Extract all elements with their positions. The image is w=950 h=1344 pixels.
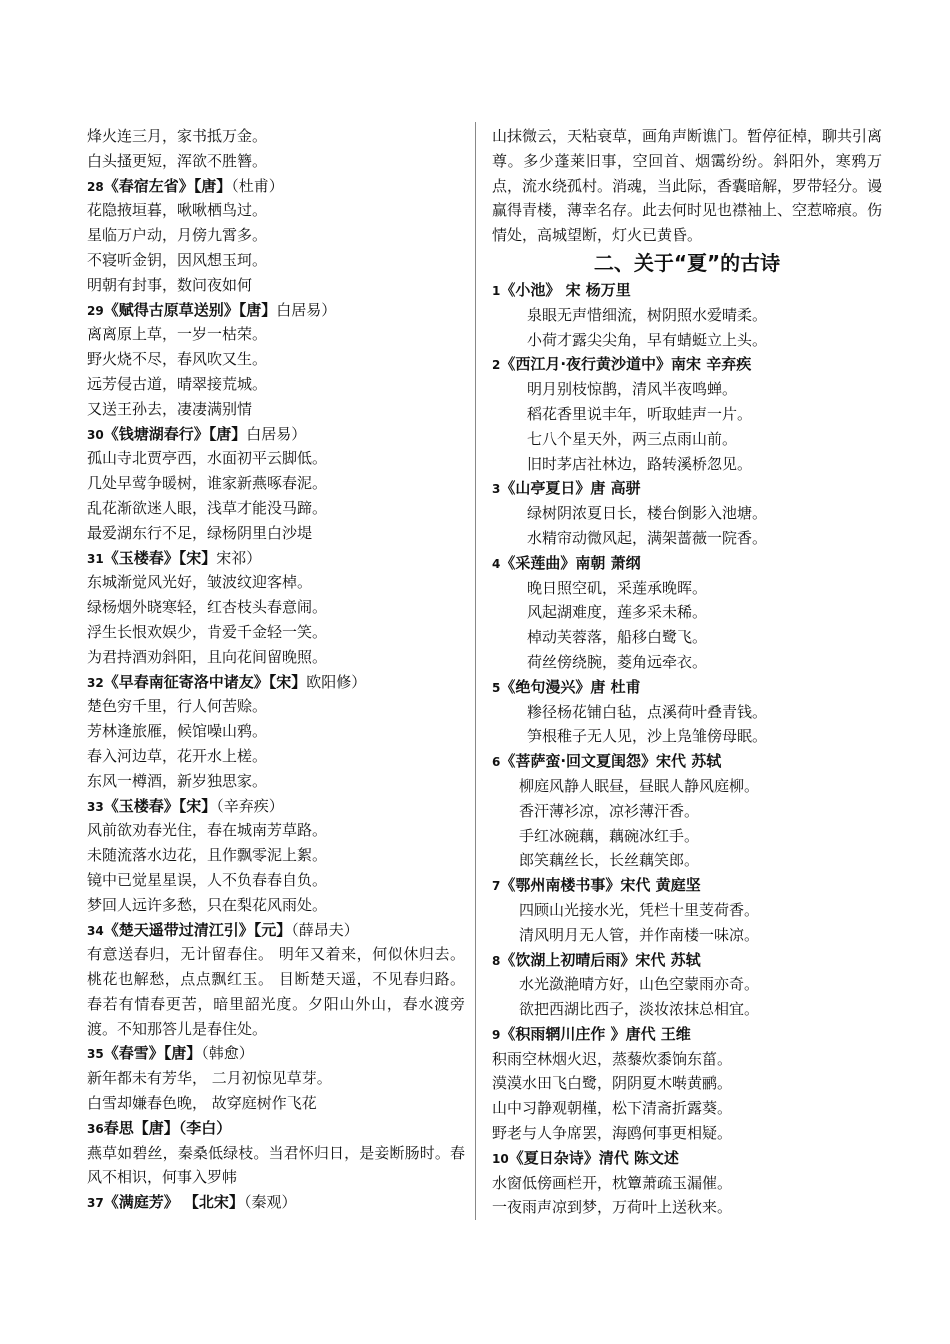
poem-line: 东风一樽酒，新岁独思家。 (87, 771, 268, 790)
poem-heading (492, 1146, 882, 1171)
poem-title: 《满庭芳》 【北宋】 (103, 1193, 244, 1212)
poem-heading (87, 1116, 465, 1141)
poem-line: 笋根稚子无人见，沙上凫雏傍母眠。 (527, 727, 768, 746)
poem-line: 清风明月无人管，并作南楼一味凉。 (519, 925, 760, 944)
poem-heading (492, 352, 882, 377)
poem-line: 糁径杨花铺白毡，点溪荷叶叠青钱。 (527, 702, 768, 721)
poem-line: 野火烧不尽，春风吹又生。 (87, 350, 268, 369)
poem-line: 孤山寺北贾亭西，水面初平云脚低。 (87, 449, 328, 468)
poem-line: 楚色穷千里，行人何苦赊。 (87, 697, 268, 716)
poem-title: 《采莲曲》南朝 萧纲 (500, 553, 641, 572)
poem-number: 37 (87, 1196, 104, 1211)
poem-number: 28 (87, 179, 104, 194)
poem-line: 七八个星天外，两三点雨山前。 (527, 429, 738, 448)
poem-line: 欲把西湖比西子，淡妆浓抹总相宜。 (519, 1000, 760, 1019)
poem-line: 镜中已觉星星误，人不负春春自负。 (87, 870, 328, 889)
right-column (492, 124, 882, 1220)
poem-heading (87, 918, 465, 943)
poem-title: 《积雨辋川庄作 》唐代 王维 (500, 1024, 691, 1043)
poem-line: 棹动芙蓉落，船移白鹭飞。 (527, 628, 708, 647)
poem-heading (87, 670, 465, 695)
poem-number: 8 (492, 953, 501, 968)
poem-heading (87, 546, 465, 571)
poem-line: 乱花渐欲迷人眼，浅草才能没马蹄。 (87, 498, 328, 517)
poem-heading (492, 1022, 882, 1047)
poem-heading (492, 476, 882, 501)
poem-title: 《楚天遥带过清江引》【元】 (103, 920, 292, 939)
poem-line: 梦回人远许多愁，只在梨花风雨处。 (87, 895, 328, 914)
poem-title: 《玉楼春》【宋】 (103, 548, 217, 567)
poem-heading (492, 749, 882, 774)
poem-line: 绿杨烟外晓寒轻，红杏枝头春意闹。 (87, 598, 328, 617)
poem-author: 欧阳修） (306, 672, 367, 691)
poem-number: 2 (492, 358, 501, 373)
poem-line: 芳林逢旅雁，候馆噪山鸦。 (87, 722, 268, 741)
poem-number: 4 (492, 556, 501, 571)
poem-line: 绿树阴浓夏日长，楼台倒影入池塘。 (527, 504, 768, 523)
poem-heading (87, 794, 465, 819)
poem-line: 离离原上草，一岁一枯荣。 (87, 325, 268, 344)
poem-author: （秦观） (243, 1193, 297, 1212)
left-column (87, 124, 465, 1215)
poem-line: 水光潋滟晴方好，山色空蒙雨亦奇。 (519, 975, 760, 994)
poem-number: 1 (492, 283, 501, 298)
poem-line: 晚日照空矶，采莲承晚晖。 (527, 578, 708, 597)
poem-line: 野老与人争席罢，海鸥何事更相疑。 (492, 1124, 733, 1143)
poem-title: 《山亭夏日》唐 高骈 (500, 479, 641, 498)
poem-heading (492, 675, 882, 700)
poem-line: 几处早莺争暖树，谁家新燕啄春泥。 (87, 474, 328, 493)
poem-line: 星临万户动，月傍九霄多。 (87, 226, 268, 245)
poem-line: 香汗薄衫凉，凉衫薄汗香。 (519, 801, 700, 820)
poem-line: 又送王孙去，凄凄满别情 (87, 399, 253, 418)
poem-line: 浮生长恨欢娱少，肯爱千金轻一笑。 (87, 622, 328, 641)
poem-heading (492, 948, 882, 973)
poem-line: 旧时茅店社林边，路转溪桥忽见。 (527, 454, 753, 473)
poem-title: 《赋得古原草送别》【唐】 (103, 300, 277, 319)
poem-title: 《菩萨蛮·回文夏闺怨》宋代 苏轼 (500, 752, 722, 771)
poem-line: 稻花香里说丰年，听取蛙声一片。 (527, 404, 753, 423)
poem-heading (87, 422, 465, 447)
section-heading: 二、关于“夏”的古诗 (593, 250, 781, 275)
poem-line: 不寝听金钥，因风想玉珂。 (87, 250, 268, 269)
poem-number: 10 (492, 1151, 509, 1166)
poem-line: 春入河边草，花开水上槎。 (87, 746, 268, 765)
poem-author: 白居易） (276, 300, 337, 319)
poem-number: 7 (492, 879, 501, 894)
poem-number: 5 (492, 680, 501, 695)
poem-line: 有意送春归，无计留春住。 明年又着来，何似休归去。 桃花也解愁，点点飘红玉。 目断楚天遥，不见春归路。春若有情春更苦，暗里韶光度。夕阳山外山，春水渡旁渡。不知那答儿是春住处。 (87, 945, 465, 1038)
poem-title: 《西江月·夜行黄沙道中》南宋 辛弃疾 (500, 355, 752, 374)
poem-number: 30 (87, 427, 104, 442)
poem-line: 燕草如碧丝，秦桑低绿枝。当君怀归日，是妾断肠时。春风不相识，何事入罗帏 (87, 1143, 465, 1187)
poem-author: （韩愈） (201, 1044, 254, 1063)
poem-title: 《早春南征寄洛中诸友》【宋】 (103, 672, 307, 691)
poem-title: 《绝句漫兴》唐 杜甫 (500, 677, 641, 696)
poem-heading (492, 551, 882, 576)
poem-number: 33 (87, 799, 104, 814)
poem-line: 未随流落水边花，且作飘零泥上絮。 (87, 846, 328, 865)
poem-line: 手红冰碗藕，藕碗冰红手。 (519, 826, 700, 845)
poem-line: 荷丝傍绕腕，菱角远牵衣。 (527, 652, 708, 671)
poem-author: （薛昂夫） (291, 920, 359, 939)
poem-line: 山中习静观朝槿，松下清斋折露葵。 (492, 1099, 733, 1118)
poem-line: 山抹微云，天粘衰草，画角声断谯门。暂停征棹，聊共引离尊。多少蓬莱旧事，空回首、烟霭纷纷。斜阳外，寒鸦万点，流水绕孤村。消魂，当此际，香囊暗解，罗带轻分。谩赢得青楼，薄幸名存。此去何时见也襟袖上、空惹啼痕。伤情处，高城望断，灯火已黄昏。 (492, 127, 883, 245)
poem-line: 柳庭风静人眠昼，昼眠人静风庭柳。 (519, 776, 760, 795)
poem-heading (492, 278, 882, 303)
poem-number: 9 (492, 1027, 501, 1042)
poem-line: 水窗低傍画栏开，枕簟萧疏玉漏催。 (492, 1173, 733, 1192)
poem-author: 白居易） (246, 424, 307, 443)
poem-heading (87, 1041, 465, 1066)
poem-line: 郎笑藕丝长，长丝藕笑郎。 (519, 851, 700, 870)
poem-author: 宋祁） (216, 548, 262, 567)
poem-number: 34 (87, 923, 104, 938)
poem-number: 31 (87, 551, 104, 566)
poem-heading (87, 1190, 465, 1215)
poem-title: 《春宿左省》【唐】 (103, 176, 232, 195)
poem-line: 烽火连三月，家书抵万金。 (87, 127, 268, 145)
poem-line: 泉眼无声惜细流，树阴照水爱晴柔。 (527, 305, 768, 324)
poem-line: 最爱湖东行不足，绿杨阴里白沙堤 (87, 523, 313, 542)
poem-heading (87, 174, 465, 199)
poem-title: 《鄂州南楼书事》宋代 黄庭坚 (500, 876, 701, 895)
poem-title: 《饮湖上初晴后雨》宋代 苏轼 (500, 950, 701, 969)
poem-author: （杜甫） (231, 176, 284, 195)
poem-line: 一夜雨声凉到梦，万荷叶上送秋来。 (492, 1198, 733, 1217)
poem-title: 春思【唐】（李白） (103, 1118, 232, 1137)
poem-line: 远芳侵古道，晴翠接荒城。 (87, 374, 268, 393)
poem-number: 35 (87, 1047, 104, 1062)
poem-line: 花隐掖垣暮，啾啾栖鸟过。 (87, 201, 268, 220)
poem-line: 风前欲劝春光住，春在城南芳草路。 (87, 821, 328, 840)
poem-heading (492, 873, 882, 898)
poem-line: 东城渐觉风光好，皱波纹迎客棹。 (87, 573, 313, 592)
poem-number: 6 (492, 755, 501, 770)
poem-title: 《小池》 宋 杨万里 (500, 280, 631, 299)
poem-number: 32 (87, 675, 104, 690)
poem-line: 四顾山光接水光，凭栏十里芰荷香。 (519, 900, 760, 919)
poem-line: 明朝有封事，数问夜如何 (87, 275, 253, 294)
column-divider (475, 122, 476, 1220)
poem-line: 白雪却嫌春色晚， 故穿庭树作飞花 (87, 1094, 317, 1113)
poem-number: 3 (492, 482, 501, 497)
poem-line: 明月别枝惊鹊，清风半夜鸣蝉。 (527, 380, 738, 399)
poem-heading (87, 298, 465, 323)
poem-title: 《夏日杂诗》清代 陈文述 (508, 1148, 679, 1167)
poem-line: 积雨空林烟火迟，蒸藜炊黍饷东菑。 (492, 1049, 733, 1068)
poem-line: 新年都未有芳华， 二月初惊见草芽。 (87, 1069, 332, 1088)
poem-title: 《玉楼春》【宋】 (103, 796, 217, 815)
poem-title: 《钱塘湖春行》【唐】 (103, 424, 247, 443)
poem-title: 《春雪》【唐】 (103, 1044, 202, 1063)
poem-number: 29 (87, 303, 104, 318)
poem-line: 风起湖难度，莲多采未稀。 (527, 603, 708, 622)
poem-number: 36 (87, 1121, 104, 1136)
poem-line: 白头搔更短，浑欲不胜簪。 (87, 151, 268, 170)
poem-line: 为君持酒劝斜阳，且向花间留晚照。 (87, 647, 328, 666)
poem-line: 漠漠水田飞白鹭，阴阴夏木啭黄鹂。 (492, 1074, 733, 1093)
poem-author: （辛弃疾） (216, 796, 284, 815)
poem-line: 水精帘动微风起，满架蔷薇一院香。 (527, 528, 768, 547)
poem-line: 小荷才露尖尖角，早有蜻蜓立上头。 (527, 330, 768, 349)
